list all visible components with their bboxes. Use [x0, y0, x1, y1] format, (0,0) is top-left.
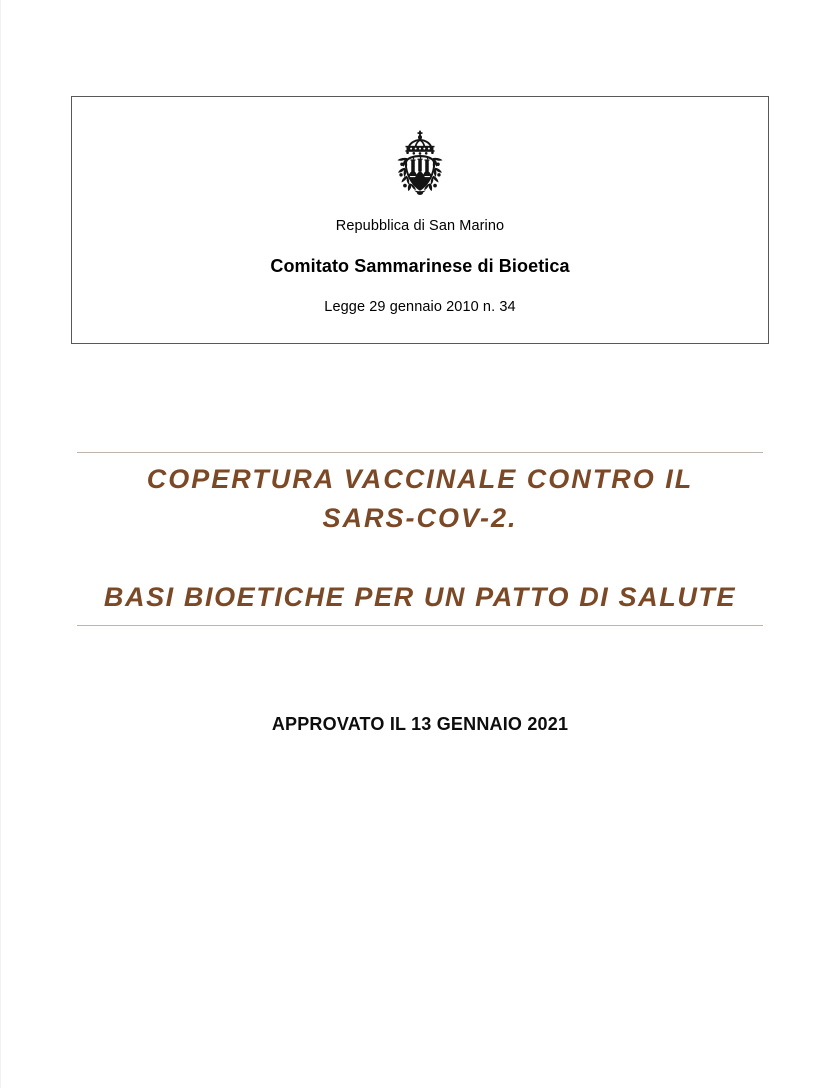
header-republic-label: Repubblica di San Marino	[335, 218, 505, 234]
document-title-block	[77, 452, 763, 626]
title-lines	[77, 453, 763, 625]
document-subtitle-line: BASI BIOETICHE PER UN PATTO DI SALUTE	[103, 582, 737, 613]
header-law-reference: Legge 29 gennaio 2010 n. 34	[324, 298, 516, 315]
header-box	[71, 96, 769, 344]
san-marino-coat-of-arms-icon	[387, 130, 453, 198]
page-left-edge	[0, 0, 1, 1088]
approval-date-text: APPROVATO IL 13 GENNAIO 2021	[271, 714, 569, 734]
document-title-line-2: SARS-COV-2.	[322, 502, 518, 533]
header-committee-title: Comitato Sammarinese di Bioetica	[270, 256, 570, 277]
title-rule-bottom	[77, 625, 763, 626]
document-title-line-1: COPERTURA VACCINALE CONTRO IL	[146, 464, 694, 494]
